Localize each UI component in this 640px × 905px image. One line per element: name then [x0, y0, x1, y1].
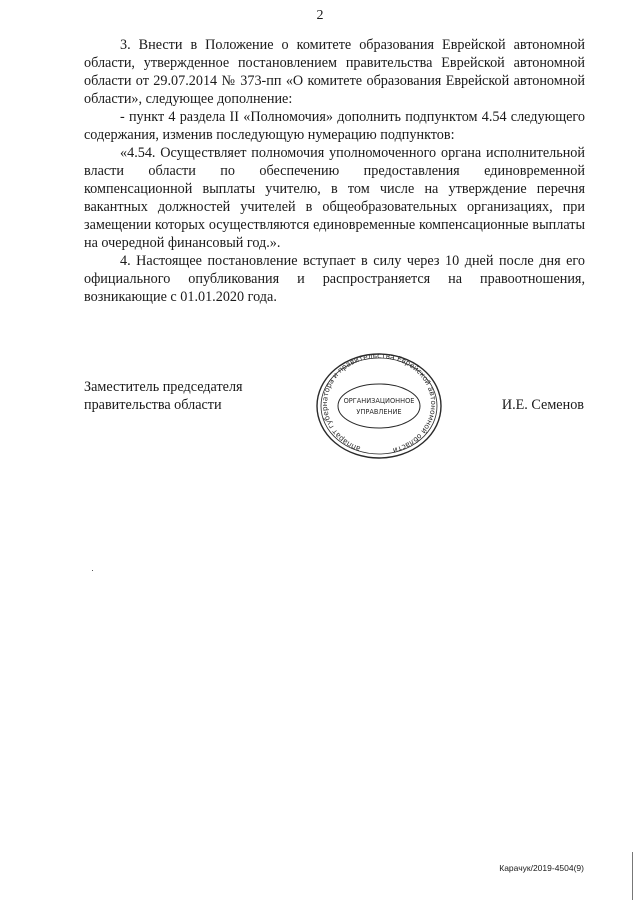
paragraph-quote-4-54: «4.54. Осуществляет полномочия уполномоченного органа исполнительной власти области по обеспечению предоставления единовременной компенсационной выплаты учителю, в том числе на утверждение перечня вакантных должностей учителей в общеобразовательных организациях, при замещении которых осуществляются единовременные компенсационные выплаты на очередной финансовый год.».: [84, 145, 585, 251]
stamp-outer-text: аппарат губернатора и правительства Еврейской автономной области: [320, 350, 439, 456]
scan-speck: [92, 570, 93, 571]
signatory-name: И.Е. Семенов: [501, 397, 584, 413]
paragraph-item-3: 3. Внести в Положение о комитете образования Еврейской автономной области, утвержденное постановлением правительства Еврейской автономной области от 29.07.2014 № 373-пп «О комитете образования Еврейской автономной области», следующее дополнение:: [84, 37, 585, 107]
paragraph-subpoint: - пункт 4 раздела II «Полномочия» дополнить подпунктом 4.54 следующего содержания, изменив последующую нумерацию подпунктов:: [84, 109, 585, 143]
document-code: Карачук/2019-4504(9): [499, 863, 584, 873]
stamp-center-line1: ОРГАНИЗАЦИОННОЕ: [343, 397, 415, 405]
signatory-title-line2: правительства области: [84, 397, 222, 413]
paragraph-item-4: 4. Настоящее постановление вступает в силу через 10 дней после дня его официального опубликования и распространяется на правоотношения, возникающие с 01.01.2020 года.: [84, 253, 585, 305]
signatory-title-line1: Заместитель председателя: [84, 379, 243, 395]
page-number: 2: [316, 8, 324, 23]
scan-edge-mark: [632, 852, 633, 900]
stamp-center-line2: УПРАВЛЕНИЕ: [356, 408, 402, 416]
document-body: [84, 36, 585, 306]
official-stamp: [312, 350, 446, 462]
signatory-title: [84, 378, 243, 414]
